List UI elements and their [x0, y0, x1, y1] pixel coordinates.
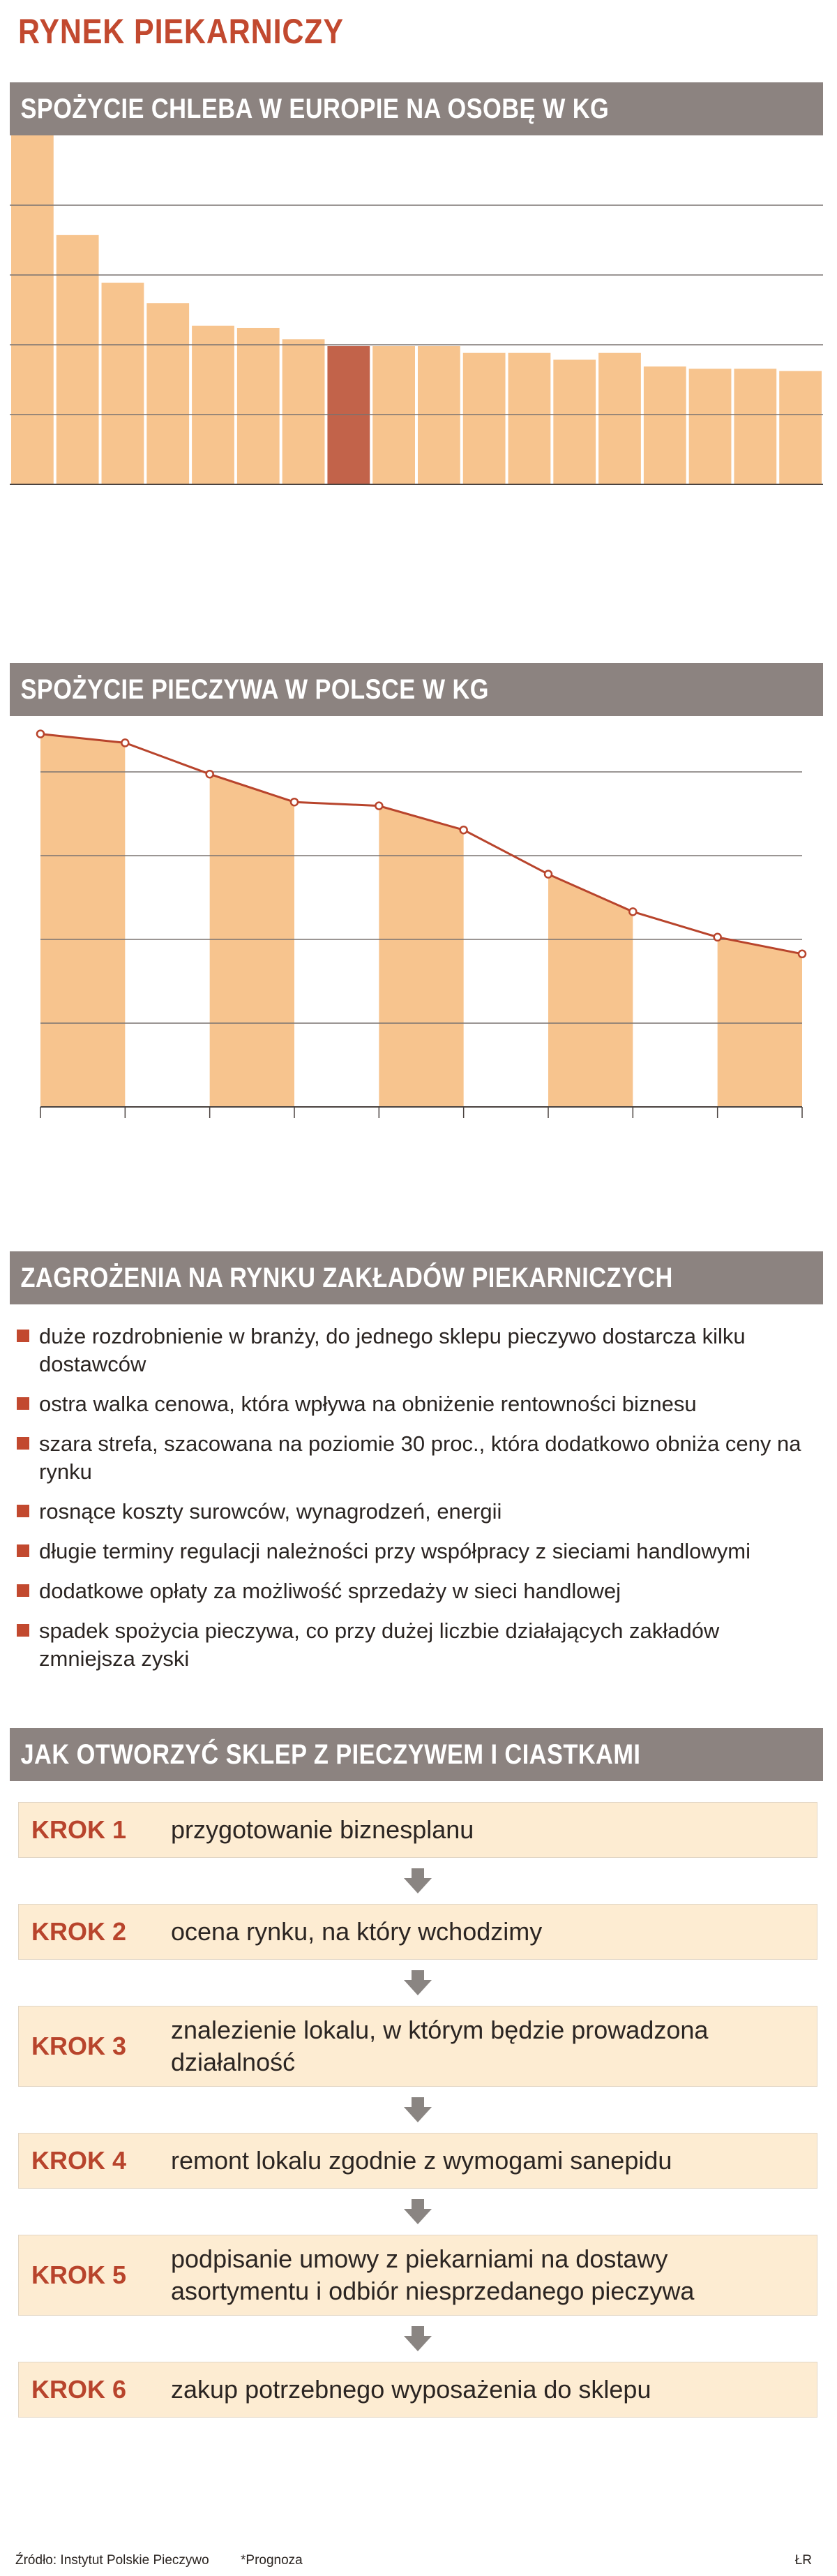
threat-item: [14, 1430, 816, 1486]
arrow-down-icon: [18, 1960, 817, 2006]
bar: [56, 235, 99, 484]
bar: [734, 368, 776, 484]
threat-item: [14, 1390, 816, 1418]
threat-item: [14, 1498, 816, 1526]
step-number: KROK 1: [31, 1815, 127, 1844]
bullet-square-icon: [17, 1584, 29, 1597]
bar: [237, 328, 280, 484]
bar: [553, 359, 596, 484]
step-text: znalezienie lokalu, w którym będzie prowadzona działalność: [171, 2016, 709, 2076]
bar: [372, 346, 415, 484]
step-box: [18, 2133, 817, 2189]
bar: [598, 353, 641, 484]
data-point: [629, 908, 636, 915]
bar: [102, 283, 144, 484]
page-title: RYNEK PIEKARNICZY: [18, 12, 344, 51]
threat-text: rosnące koszty surowców, wynagrodzeń, energii: [39, 1499, 502, 1524]
bullet-square-icon: [17, 1505, 29, 1517]
bullet-square-icon: [17, 1544, 29, 1557]
area-band: [718, 937, 802, 1107]
bar: [418, 346, 460, 484]
data-point: [375, 803, 382, 810]
data-point: [37, 731, 44, 738]
bar: [508, 353, 551, 484]
arrow-down-icon: [18, 2316, 817, 2362]
bullet-square-icon: [17, 1397, 29, 1410]
step-text: przygotowanie biznesplanu: [171, 1815, 474, 1844]
bar: [779, 371, 822, 484]
bullet-square-icon: [17, 1330, 29, 1342]
footer: [15, 2553, 331, 2568]
bar: [282, 339, 325, 484]
step-number: KROK 6: [31, 2375, 127, 2404]
threat-text: duże rozdrobnienie w branży, do jednego sklepu pieczywo dostarcza kilku dostawców: [39, 1324, 746, 1376]
forecast-note: *Prognoza: [241, 2553, 303, 2568]
bar: [689, 368, 732, 484]
step-box: [18, 2235, 817, 2316]
threat-text: długie terminy regulacji należności przy współpracy z sieciami handlowymi: [39, 1539, 751, 1563]
section-title: JAK OTWORZYĆ SKLEP Z PIECZYWEM I CIASTKAMI: [20, 1739, 641, 1770]
data-point: [545, 871, 552, 878]
section-title: ZAGROŻENIA NA RYNKU ZAKŁADÓW PIEKARNICZYCH: [20, 1263, 673, 1293]
bar: [327, 346, 370, 484]
section-header-threats: [10, 1251, 823, 1304]
data-point: [206, 770, 213, 777]
data-point: [121, 739, 128, 746]
section-header-steps: [10, 1728, 823, 1781]
arrow-down-icon: [18, 1858, 817, 1904]
threat-item: [14, 1617, 816, 1673]
step-box: [18, 1802, 817, 1858]
arrow-down-icon: [18, 2189, 817, 2235]
threat-text: ostra walka cenowa, która wpływa na obniżenie rentowności biznesu: [39, 1392, 697, 1416]
step-text: podpisanie umowy z piekarniami na dostawy asortymentu i odbiór niesprzedanego pieczywa: [171, 2244, 695, 2305]
source-text: Źródło: Instytut Polskie Pieczywo: [15, 2553, 209, 2568]
bullet-square-icon: [17, 1437, 29, 1450]
arrow-down-icon: [18, 2087, 817, 2133]
threats-list: [14, 1323, 816, 1685]
bread-poland-area-chart: [0, 716, 837, 1234]
bar: [11, 135, 54, 484]
bar: [192, 326, 234, 484]
area-band: [379, 806, 463, 1107]
data-point: [799, 951, 806, 958]
section-title: SPOŻYCIE PIECZYWA W POLSCE W KG: [20, 674, 489, 705]
area-band: [548, 874, 633, 1107]
step-text: zakup potrzebnego wyposażenia do sklepu: [171, 2375, 651, 2404]
steps-list: [18, 1802, 817, 2418]
threat-text: spadek spożycia pieczywa, co przy dużej liczbie działających zakładów zmniejsza zyski: [39, 1618, 720, 1671]
section-header-bread-poland: [10, 663, 823, 716]
bread-europe-bar-chart: [0, 135, 837, 642]
step-number: KROK 5: [31, 2261, 127, 2289]
threat-text: szara strefa, szacowana na poziomie 30 proc., która dodatkowo obniża ceny na rynku: [39, 1431, 801, 1484]
step-text: remont lokalu zgodnie z wymogami sanepidu: [171, 2146, 672, 2175]
step-number: KROK 2: [31, 1917, 127, 1946]
area-band: [210, 774, 294, 1107]
threat-text: dodatkowe opłaty za możliwość sprzedaży w sieci handlowej: [39, 1579, 621, 1603]
step-box: [18, 2362, 817, 2418]
threat-item: [14, 1577, 816, 1605]
step-number: KROK 3: [31, 2032, 127, 2060]
bullet-square-icon: [17, 1624, 29, 1637]
area-band: [40, 734, 125, 1107]
threat-item: [14, 1538, 816, 1565]
data-point: [291, 798, 298, 805]
step-box: [18, 1904, 817, 1960]
data-point: [714, 934, 721, 941]
step-text: ocena rynku, na który wchodzimy: [171, 1917, 543, 1946]
step-number: KROK 4: [31, 2146, 127, 2175]
bar: [644, 366, 686, 484]
section-title: SPOŻYCIE CHLEBA W EUROPIE NA OSOBĘ W KG: [20, 94, 610, 124]
section-header-bread-europe: [10, 82, 823, 135]
bar: [146, 303, 189, 484]
author-initials: ŁR: [794, 2553, 812, 2568]
bar: [463, 353, 506, 484]
data-point: [460, 826, 467, 833]
step-box: [18, 2006, 817, 2087]
threat-item: [14, 1323, 816, 1378]
